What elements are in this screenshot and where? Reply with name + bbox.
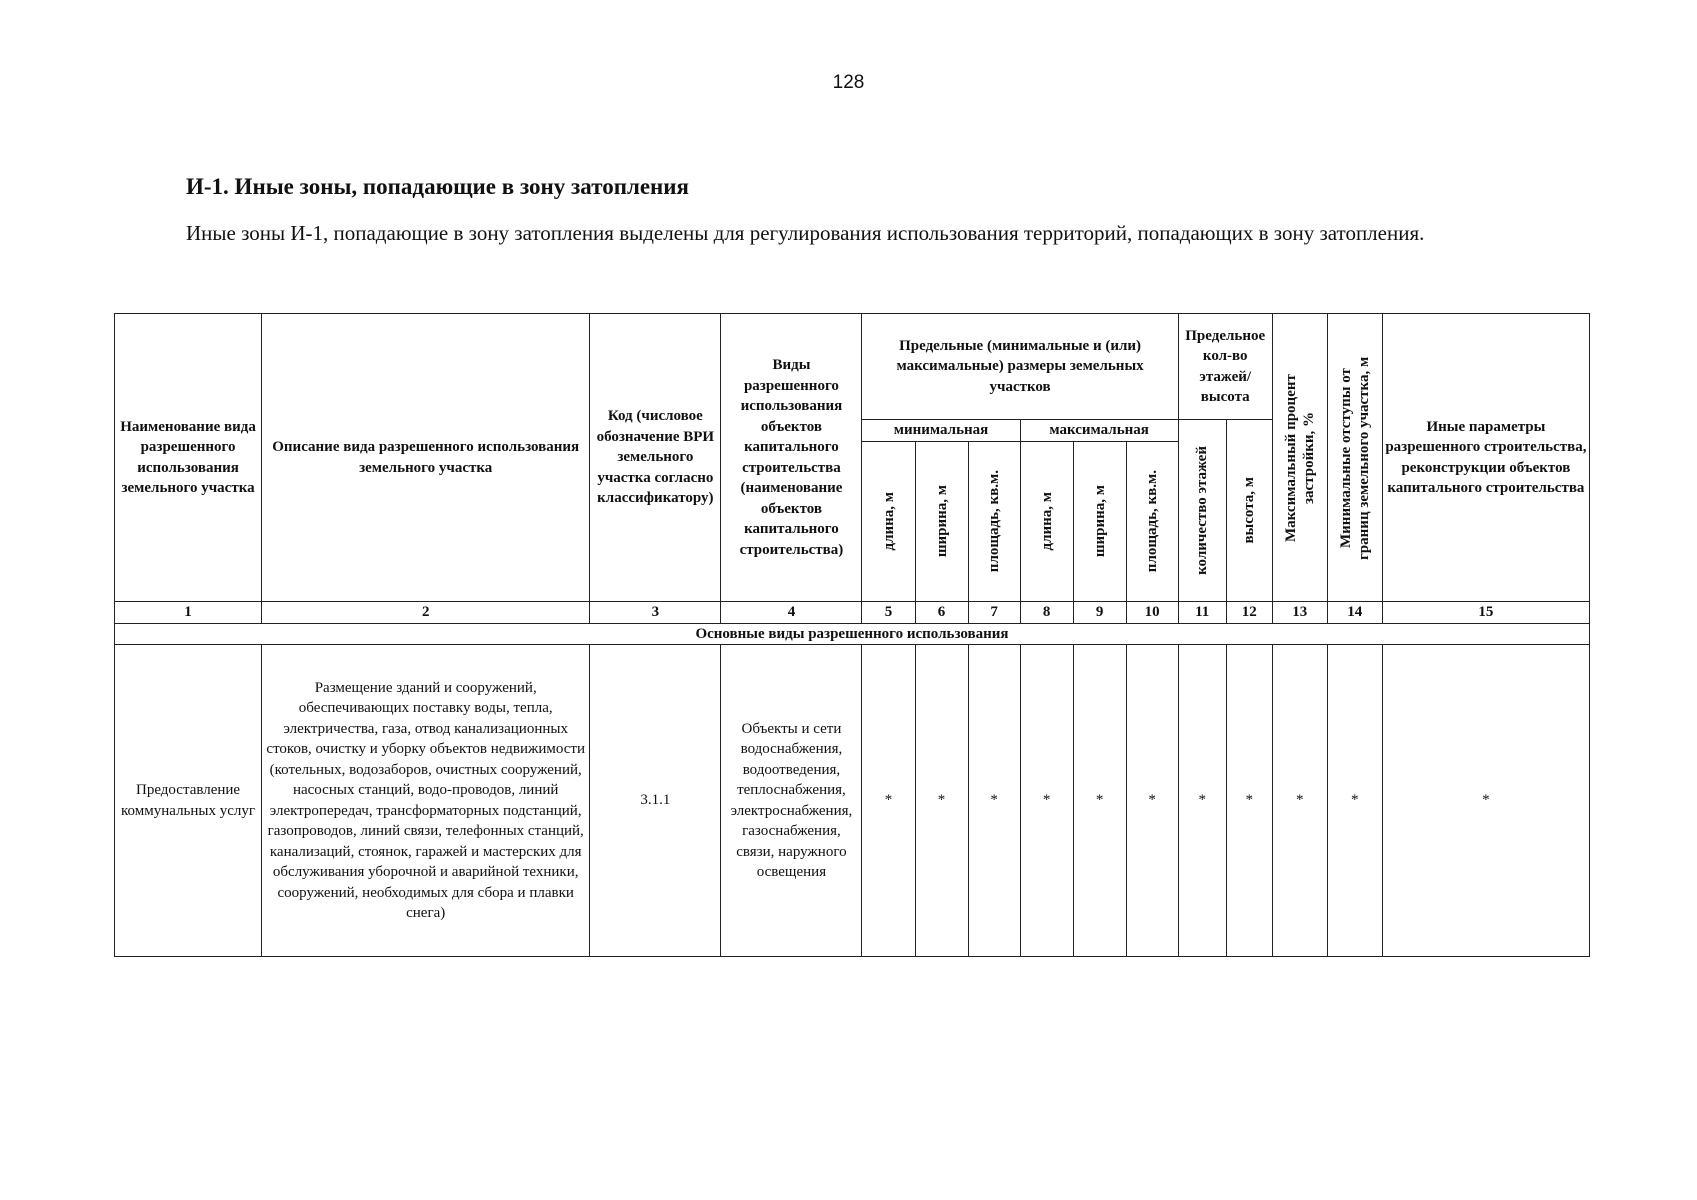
section-heading: И-1. Иные зоны, попадающие в зону затопления [186, 174, 690, 199]
col-number: 4 [721, 602, 862, 624]
header-max-area [1126, 442, 1178, 602]
col-number: 14 [1327, 602, 1382, 624]
col-number: 5 [862, 602, 915, 624]
cell-value: * [968, 645, 1020, 957]
col-number: 15 [1382, 602, 1589, 624]
cell-value: * [1327, 645, 1382, 957]
header-min-area-label: площадь, кв.м. [986, 470, 1003, 573]
header-max-length [1020, 442, 1073, 602]
header-use-code: Код (числовое обозначение ВРИ земельного участка согласно классификатору) [590, 314, 721, 602]
header-min-length-label: длина, м [880, 492, 897, 551]
intro-paragraph: Иные зоны И-1, попадающие в зону затопления выделены для регулирования использования территорий, попадающих в зону затопления. [186, 221, 1425, 245]
header-minimum: минимальная [862, 420, 1020, 442]
header-max-coverage-label: Максимальный процент застройки, % [1282, 373, 1317, 542]
header-max-width-label: ширина, м [1091, 485, 1108, 558]
page-number: 128 [832, 72, 865, 93]
header-min-width [915, 442, 968, 602]
col-number: 3 [590, 602, 721, 624]
header-min-length [862, 442, 915, 602]
header-height [1226, 420, 1272, 602]
cell-value: * [1073, 645, 1126, 957]
col-number: 11 [1178, 602, 1226, 624]
header-min-area [968, 442, 1020, 602]
header-max-area-label: площадь, кв.м. [1144, 470, 1161, 573]
header-floors-count-label: количество этажей [1194, 446, 1211, 575]
col-number: 7 [968, 602, 1020, 624]
cell-value: * [1178, 645, 1226, 957]
col-number: 10 [1126, 602, 1178, 624]
header-other-params: Иные параметры разрешенного строительства, реконструкции объектов капитального строительства [1382, 314, 1589, 602]
cell-object-types: Объекты и сети водоснабжения, водоотведения, теплоснабжения, электроснабжения, газоснабжения, связи, наружного освещения [721, 645, 862, 957]
section-title-row: Основные виды разрешенного использования [115, 623, 1590, 645]
col-number: 8 [1020, 602, 1073, 624]
cell-value: * [915, 645, 968, 957]
header-use-description: Описание вида разрешенного использования земельного участка [262, 314, 590, 602]
header-max-coverage [1272, 314, 1327, 602]
header-height-label: высота, м [1241, 477, 1258, 544]
cell-value: * [1382, 645, 1589, 957]
zone-regulations-table [114, 313, 1590, 957]
cell-use-code: 3.1.1 [590, 645, 721, 957]
col-number: 6 [915, 602, 968, 624]
cell-value: * [1226, 645, 1272, 957]
col-number: 1 [115, 602, 262, 624]
header-use-name: Наименование вида разрешенного использования земельного участка [115, 314, 262, 602]
header-min-setback [1327, 314, 1382, 602]
header-floor-limits: Предельное кол-во этажей/ высота [1178, 314, 1272, 420]
col-number: 12 [1226, 602, 1272, 624]
header-plot-size-limits: Предельные (минимальные и (или) максимальные) размеры земельных участков [862, 314, 1178, 420]
cell-use-name: Предоставление коммунальных услуг [115, 645, 262, 957]
header-max-length-label: длина, м [1038, 492, 1055, 551]
cell-value: * [862, 645, 915, 957]
col-number: 13 [1272, 602, 1327, 624]
col-number: 2 [262, 602, 590, 624]
cell-use-description: Размещение зданий и сооружений, обеспечивающих поставку воды, тепла, электричества, газа, отвод канализационных стоков, очистку и уборку объектов недвижимости (котельных, водозаборов, очистных сооружений, насосных станций, водо-проводов, линий электропередач, трансформаторных подстанций, газопроводов, линий связи, телефонных станций, канализаций, стоянок, гаражей и мастерских для обслуживания уборочной и аварийной техники, сооружений, необходимых для сбора и плавки снега) [262, 645, 590, 957]
header-object-types: Виды разрешенного использования объектов капитального строительства (наименование объектов капитального строительства) [721, 314, 862, 602]
header-maximum: максимальная [1020, 420, 1178, 442]
header-floors-count [1178, 420, 1226, 602]
header-min-width-label: ширина, м [933, 485, 950, 558]
header-max-width [1073, 442, 1126, 602]
col-number: 9 [1073, 602, 1126, 624]
cell-value: * [1020, 645, 1073, 957]
cell-value: * [1272, 645, 1327, 957]
cell-value: * [1126, 645, 1178, 957]
header-min-setback-label: Минимальные отступы от границ земельного участка, м [1337, 355, 1372, 560]
